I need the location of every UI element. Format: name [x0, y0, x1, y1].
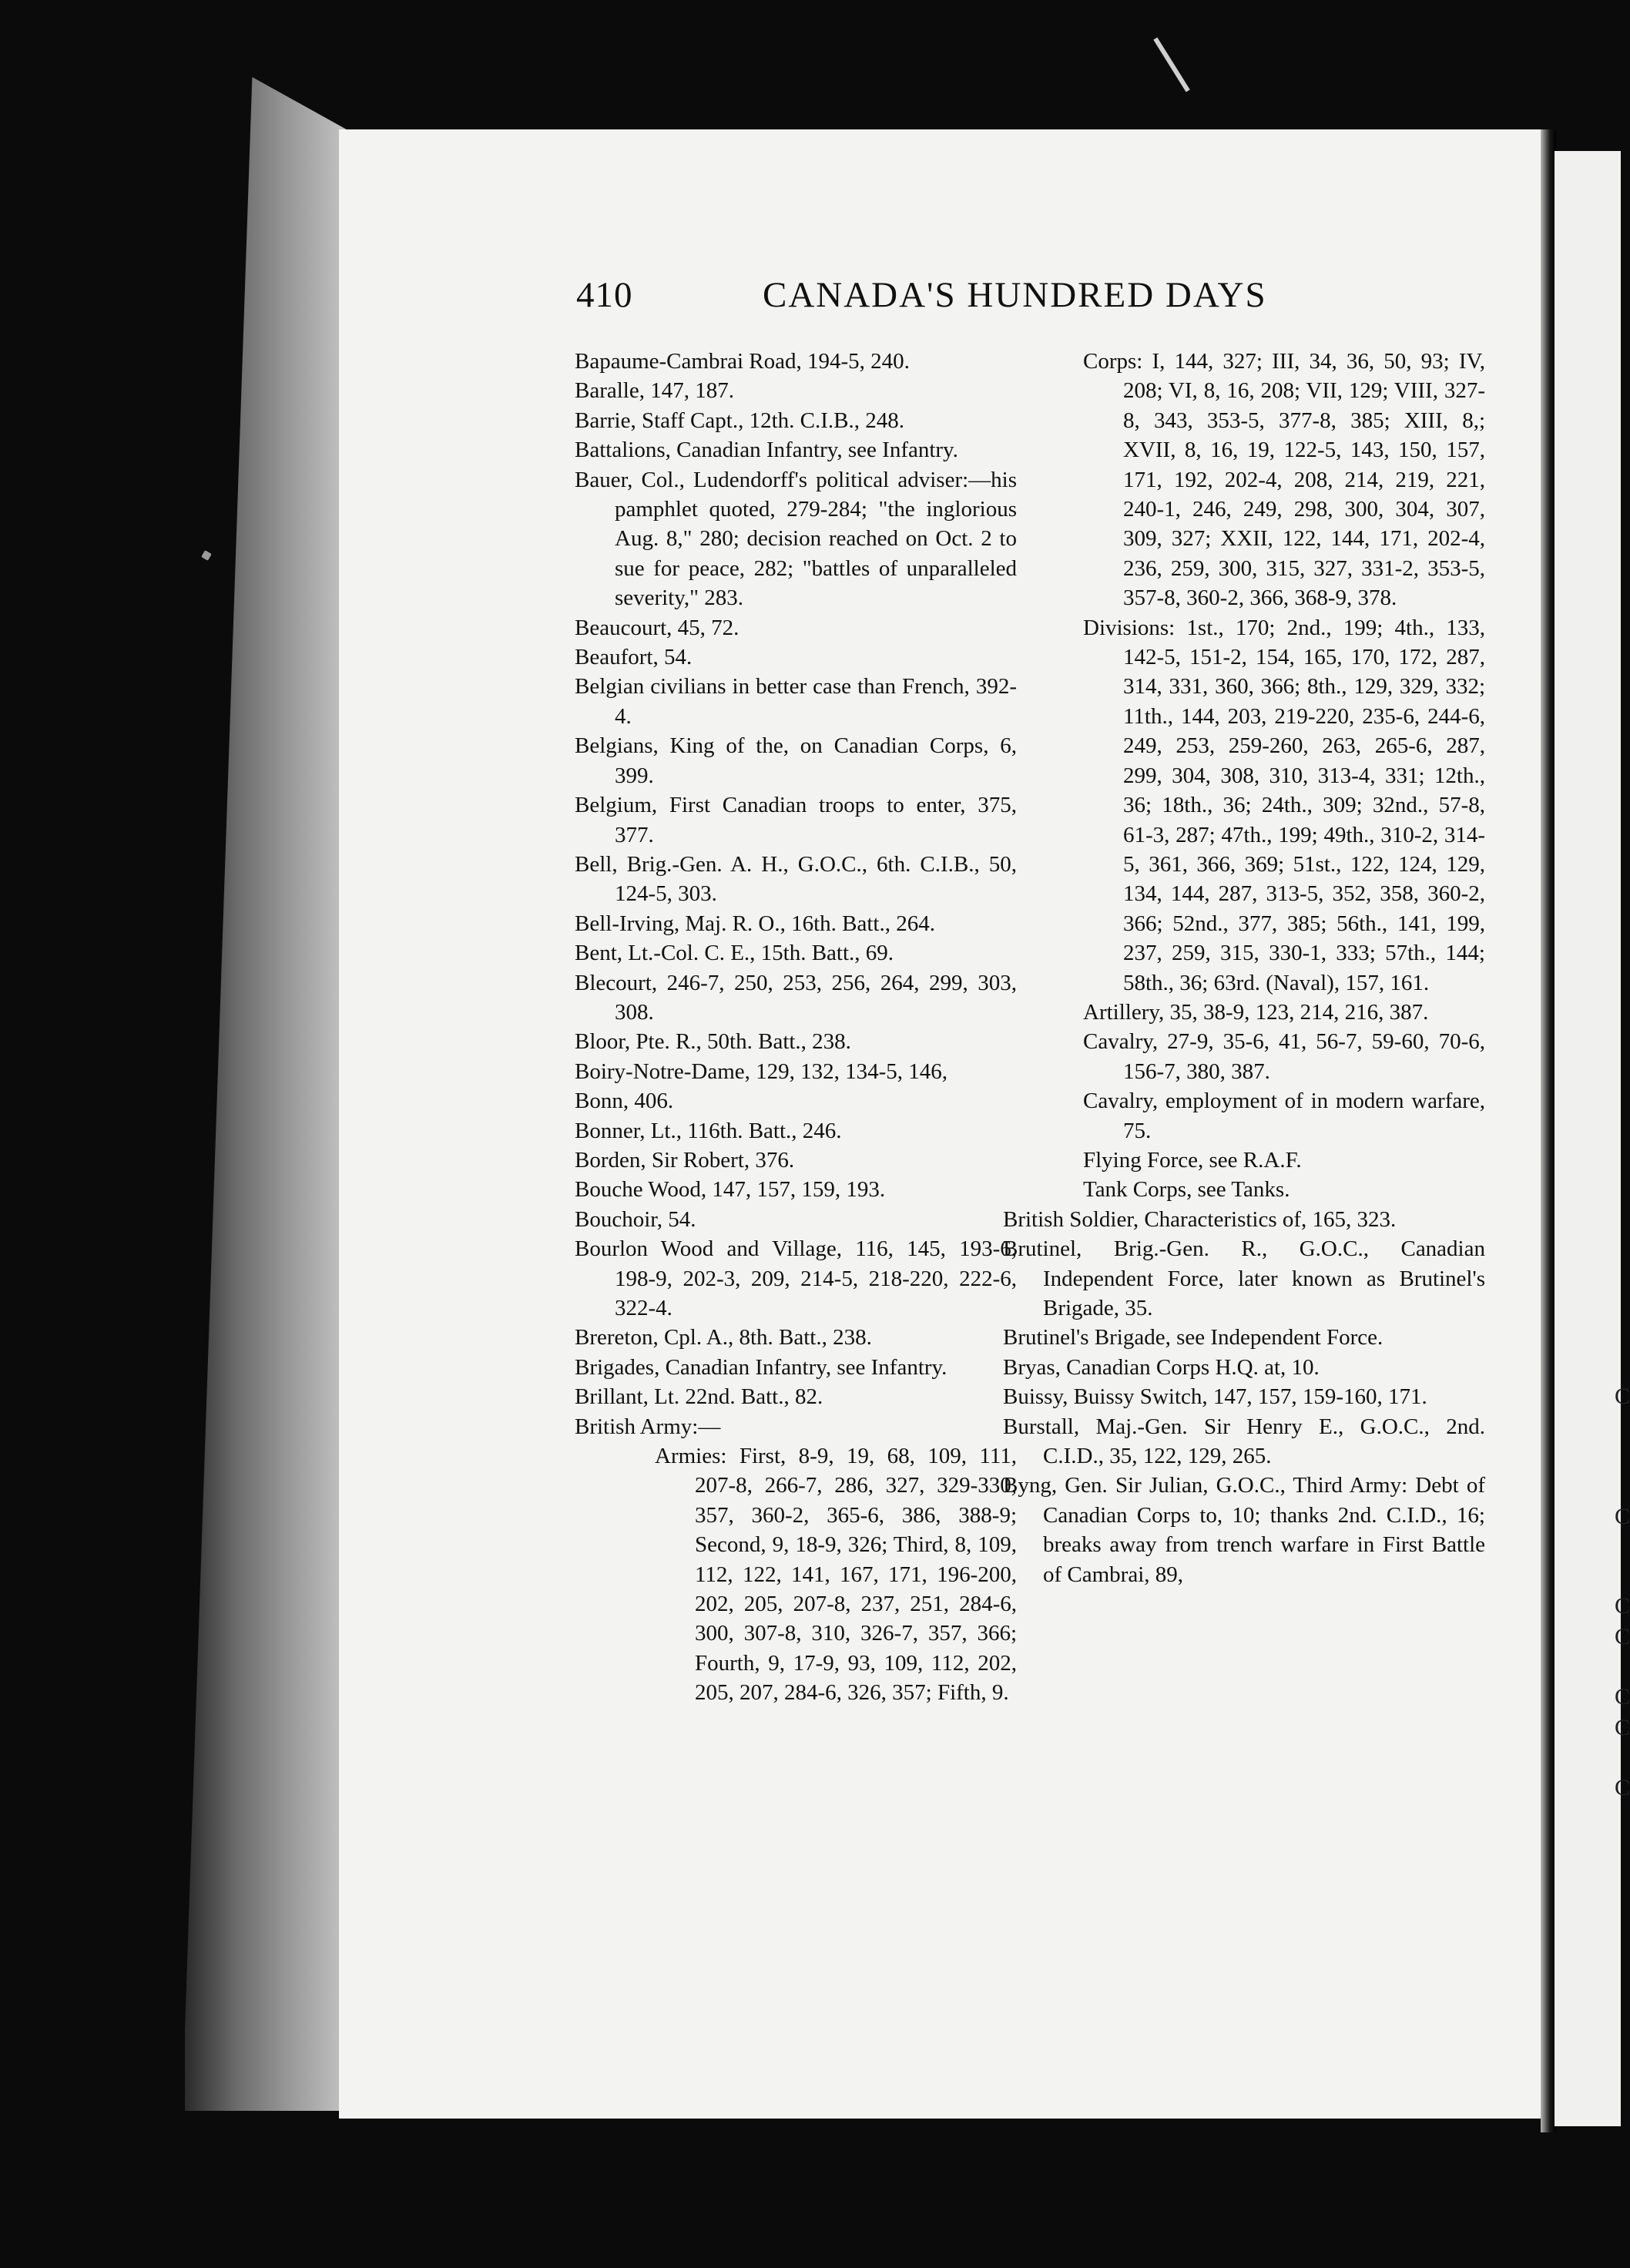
- index-entry: Blecourt, 246-7, 250, 253, 256, 264, 299, 303, 308.: [575, 970, 1017, 1025]
- index-entry: Barrie, Staff Capt., 12th. C.I.B., 248.: [575, 408, 904, 433]
- facing-page-letter: C: [1615, 1624, 1630, 1649]
- index-entry: British Army:—: [575, 1414, 721, 1439]
- index-entry: Brigades, Canadian Infantry, see Infantry.: [575, 1354, 947, 1380]
- index-entry: Bouche Wood, 147, 157, 159, 193.: [575, 1177, 886, 1203]
- index-entry: Beaucourt, 45, 72.: [575, 615, 740, 640]
- page-number: 410: [576, 275, 633, 315]
- index-column-left: [575, 347, 1017, 1708]
- margin-speck: [201, 550, 212, 561]
- index-entry: Brutinel's Brigade, see Independent Force.: [1003, 1325, 1383, 1350]
- index-entry: Buissy, Buissy Switch, 147, 157, 159-160, 171.: [1003, 1384, 1427, 1410]
- index-subentry-armies: Armies: First, 8-9, 19, 68, 109, 111, 207-8, 266-7, 286, 327, 329-330, 357, 360-2, 365-6, 386, 388-9; Second, 9, 18-9, 326; Third, 8, 109, 112, 122, 141, 167, 171, 196-200, 202, 205, 207-8, 237, 251, 284-6, 300, 307-8, 310, 326-7, 357, 366; Fourth, 9, 17-9, 93, 109, 112, 202, 205, 207, 284-6, 326, 357; Fifth, 9.: [655, 1444, 1017, 1706]
- book-gutter: [1541, 129, 1556, 2132]
- page-crease-mark: [1153, 37, 1189, 92]
- index-entry: Bapaume-Cambrai Road, 194-5, 240.: [575, 349, 910, 374]
- index-entry: Brutinel, Brig.-Gen. R., G.O.C., Canadian Independent Force, later known as Brutinel's Brigade, 35.: [1003, 1236, 1485, 1320]
- index-entry: Bourlon Wood and Village, 116, 145, 193-6, 198-9, 202-3, 209, 214-5, 218-220, 222-6, 322-4.: [575, 1236, 1017, 1320]
- index-entry: Belgium, First Canadian troops to enter, 375, 377.: [575, 793, 1017, 847]
- index-entry: Brillant, Lt. 22nd. Batt., 82.: [575, 1384, 823, 1410]
- facing-page-letter: C: [1615, 1684, 1630, 1709]
- index-entry: Bell-Irving, Maj. R. O., 16th. Batt., 264.: [575, 911, 935, 936]
- index-subentry-flying-force: Flying Force, see R.A.F.: [1083, 1147, 1302, 1173]
- index-entry: Belgians, King of the, on Canadian Corps, 6, 399.: [575, 733, 1017, 788]
- index-entry: British Soldier, Characteristics of, 165, 323.: [1003, 1206, 1397, 1232]
- index-entry: Byng, Gen. Sir Julian, G.O.C., Third Army: Debt of Canadian Corps to, 10; thanks 2nd. C.I.D., 16; breaks away from trench warfare in First Battle of Cambrai, 89,: [1003, 1473, 1485, 1587]
- index-subentry-tank-corps: Tank Corps, see Tanks.: [1083, 1177, 1290, 1203]
- facing-page-letter: C: [1615, 1593, 1630, 1619]
- facing-page-letter: C: [1615, 1775, 1630, 1800]
- index-entry: Belgian civilians in better case than French, 392-4.: [575, 674, 1017, 729]
- facing-page-letter: C: [1615, 1715, 1630, 1740]
- index-entry: Beaufort, 54.: [575, 645, 693, 670]
- running-title: CANADA'S HUNDRED DAYS: [763, 275, 1267, 315]
- facing-page-letter: C: [1615, 1384, 1630, 1409]
- index-entry: Bell, Brig.-Gen. A. H., G.O.C., 6th. C.I.B., 50, 124-5, 303.: [575, 851, 1017, 907]
- index-entry: Bloor, Pte. R., 50th. Batt., 238.: [575, 1029, 851, 1055]
- index-subentry-cavalry: Cavalry, 27-9, 35-6, 41, 56-7, 59-60, 70-6, 156-7, 380, 387.: [1083, 1029, 1485, 1084]
- index-subentry-divisions: Divisions: 1st., 170; 2nd., 199; 4th., 133, 142-5, 151-2, 154, 165, 170, 172, 287, 314, 331, 360, 366; 8th., 129, 329, 332; 11th., 144, 203, 219-220, 235-6, 244-6, 249, 253, 259-260, 263, 265-6, 287, 299, 304, 308, 310, 313-4, 331; 12th., 36; 18th., 36; 24th., 309; 32nd., 57-8, 61-3, 287; 47th., 199; 49th., 310-2, 314-5, 361, 366, 369; 51st., 122, 124, 129, 134, 144, 287, 313-5, 352, 358, 360-2, 366; 52nd., 377, 385; 56th., 141, 199, 237, 259, 315, 330-1, 333; 57th., 144; 58th., 36; 63rd. (Naval), 157, 161.: [1083, 615, 1485, 995]
- index-entry: Bryas, Canadian Corps H.Q. at, 10.: [1003, 1354, 1320, 1380]
- index-entry: Bauer, Col., Ludendorff's political adviser:—his pamphlet quoted, 279-284; "the inglorious Aug. 8," 280; decision reached on Oct. 2 to sue for peace, 282; "battles of unparalleled severity," 283.: [575, 467, 1017, 611]
- index-entry: Brereton, Cpl. A., 8th. Batt., 238.: [575, 1325, 872, 1350]
- index-subentry-artillery: Artillery, 35, 38-9, 123, 214, 216, 387.: [1083, 999, 1429, 1025]
- index-entry: Bonner, Lt., 116th. Batt., 246.: [575, 1118, 842, 1143]
- index-entry: Battalions, Canadian Infantry, see Infantry.: [575, 438, 958, 463]
- index-entry: Baralle, 147, 187.: [575, 378, 734, 404]
- index-subentry-corps: Corps: I, 144, 327; III, 34, 36, 50, 93; IV, 208; VI, 8, 16, 208; VII, 129; VIII, 327-8, 343, 353-5, 377-8, 385; XIII, 8,; XVII, 8, 16, 19, 122-5, 143, 150, 157, 171, 192, 202-4, 208, 214, 219, 221, 240-1, 246, 249, 298, 300, 304, 307, 309, 327; XXII, 122, 144, 171, 202-4, 236, 259, 300, 315, 327, 331-2, 353-5, 357-8, 360-2, 366, 368-9, 378.: [1083, 349, 1485, 611]
- index-column-right: [1003, 347, 1485, 1589]
- facing-page-edge: [1555, 151, 1630, 2126]
- book-page-edge: [185, 77, 362, 2111]
- index-entry: Boiry-Notre-Dame, 129, 132, 134-5, 146,: [575, 1059, 948, 1084]
- index-entry: Burstall, Maj.-Gen. Sir Henry E., G.O.C., 2nd. C.I.D., 35, 122, 129, 265.: [1003, 1414, 1485, 1469]
- facing-page-letter: C: [1615, 1504, 1630, 1529]
- index-subentry-cavalry-modern: Cavalry, employment of in modern warfare, 75.: [1083, 1089, 1485, 1143]
- index-entry: Bent, Lt.-Col. C. E., 15th. Batt., 69.: [575, 941, 894, 966]
- index-entry: Bonn, 406.: [575, 1089, 674, 1114]
- index-entry: Bouchoir, 54.: [575, 1206, 696, 1232]
- index-entry: Borden, Sir Robert, 376.: [575, 1147, 795, 1173]
